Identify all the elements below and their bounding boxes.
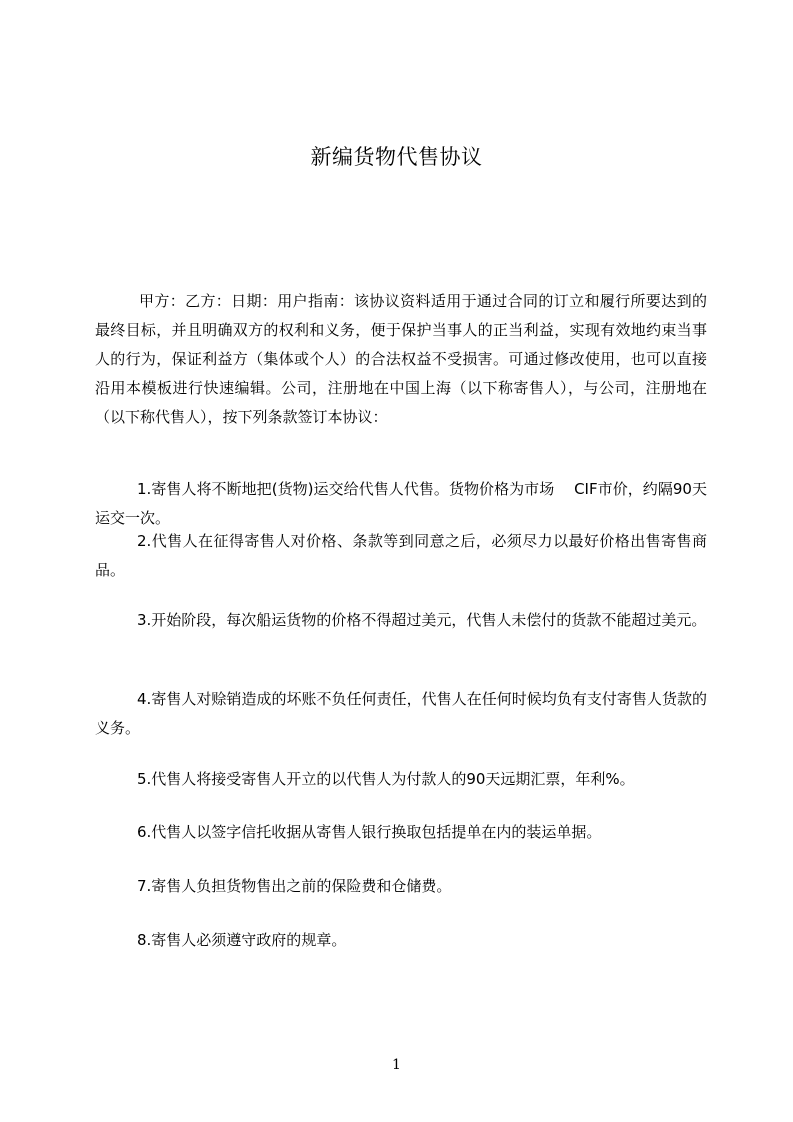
clause-2: 2.代售人在征得寄售人对价格、条款等到同意之后，必须尽力以最好价格出售寄售商品。 bbox=[95, 532, 707, 579]
clause-5: 5.代售人将接受寄售人开立的以代售人为付款人的90天远期汇票，年利%。 bbox=[137, 770, 635, 788]
clause-6: 6.代售人以签字信托收据从寄售人银行换取包括提单在内的装运单据。 bbox=[137, 823, 602, 841]
clause-7: 7.寄售人负担货物售出之前的保险费和仓储费。 bbox=[137, 877, 452, 895]
clause-8: 8.寄售人必须遵守政府的规章。 bbox=[137, 931, 347, 949]
intro-paragraph: 甲方：乙方：日期：用户指南：该协议资料适用于通过合同的订立和履行所要达到的最终目标，并且明确双方的权利和义务，便于保护当事人的正当利益，实现有效地约束当事人的行为，保证利益方（集体或个人）的合法权益不受损害。可通过修改使用，也可以直接沿用本模板进行快速编辑。公司，注册地在中国上海（以下称寄售人），与公司，注册地在（以下称代售人），按下列条款签订本协议： bbox=[95, 292, 707, 426]
document-title: 新编货物代售协议 bbox=[310, 145, 483, 169]
clause-4: 4.寄售人对赊销造成的坏账不负任何责任，代售人在任何时候均负有支付寄售人货款的义务。 bbox=[95, 690, 707, 737]
clause-1: 1.寄售人将不断地把(货物)运交给代售人代售。货物价格为市场 CIF市价，约隔90天运交一次。 bbox=[95, 480, 707, 527]
clause-3: 3.开始阶段，每次船运货物的价格不得超过美元，代售人未偿付的货款不能超过美元。 bbox=[137, 611, 707, 629]
page-number: 1 bbox=[392, 1057, 401, 1073]
